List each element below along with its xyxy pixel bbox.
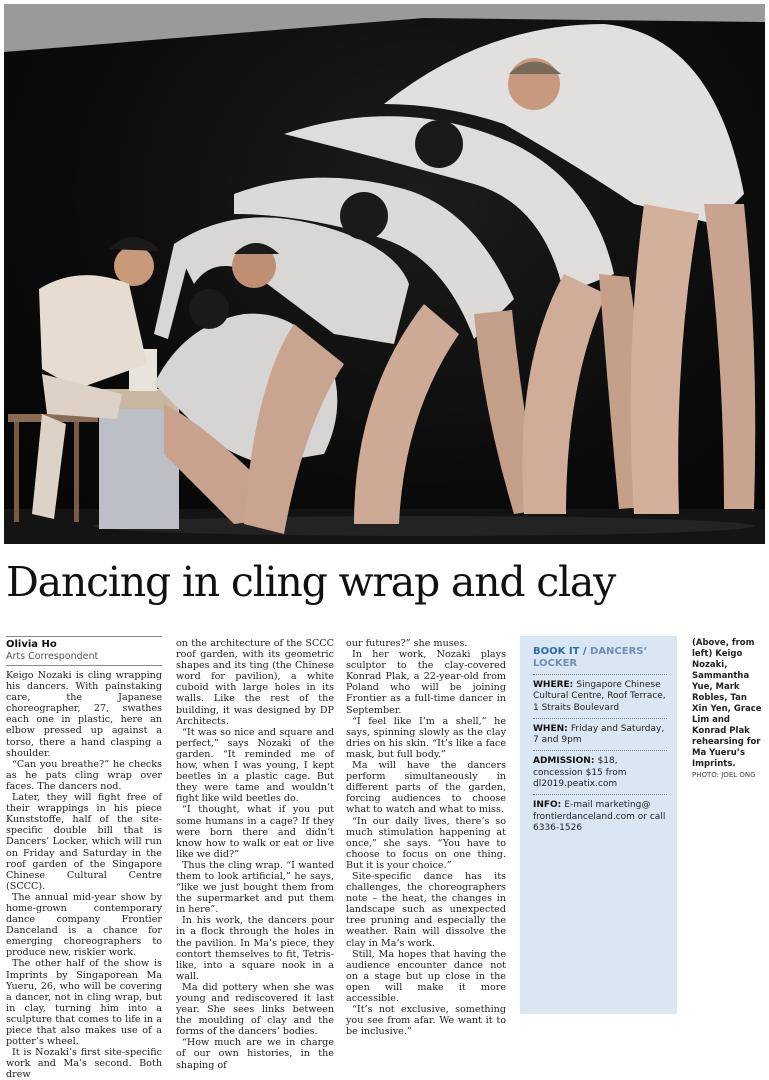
when-info [533, 724, 667, 747]
dancer-keigo [114, 246, 154, 286]
paragraph: on the architecture of the SCCC roof garden, with its geometric shapes and its ting (the Chinese word for pavilion), a white cuboid with large holes in its walls. Like the rest of the building, it was designed by DP Architects. [176, 638, 334, 727]
where-info [533, 680, 667, 714]
infobox-header [533, 646, 667, 670]
article-column-2 [176, 638, 334, 1071]
paragraph: Ma will have the dancers perform simultaneously in different parts of the garden, forcing audiences to choose what to watch and what to miss. [346, 760, 506, 816]
paragraph: “How much are we in charge of our own histories, in the shaping of [176, 1037, 334, 1071]
article-column-3 [346, 638, 506, 1037]
book-it-infobox [520, 636, 677, 1014]
paragraph: It is Nozaki’s first site-specific work and Ma’s second. Both drew [6, 1047, 162, 1080]
article-column-1 [6, 670, 162, 1080]
paragraph: “I thought, what if you put some humans in a cage? If they were born there and didn’t know how to walk or eat or live like we did?” [176, 804, 334, 860]
photo-credit: PHOTO: JOEL ONG [692, 771, 756, 779]
byline [6, 636, 162, 666]
divider [533, 750, 667, 751]
author-role: Arts Correspondent [6, 651, 162, 666]
divider [533, 718, 667, 719]
paragraph: Keigo Nozaki is cling wrapping his dancers. With painstaking care, the Japanese choreographer, 27, swathes each one in plastic, here an elbow pressed up against a torso, there a hand clasping a shoulder. [6, 670, 162, 759]
byline-rule [6, 636, 162, 637]
paragraph: Site-specific dance has its challenges, the choreographers note – the heat, the changes in landscape such as unexpected tree pruning and especially the weather. Rain will dissolve the clay in Ma’s work. [346, 870, 506, 949]
book-it-label: BOOK IT / [533, 646, 591, 657]
paragraph: Still, Ma hopes that having the audience encounter dance not on a stage but up close in the open will make it more accessible. [346, 948, 506, 1004]
paragraph: “Can you breathe?” he checks as he pats cling wrap over faces. The dancers nod. [6, 758, 162, 792]
paragraph: Later, they will fight free of their wrappings in his piece Kunststoffe, half of the site-specific double bill that is Dancers’ Locker, which will run on Friday and Saturday in the roof garden of the Singapore Chinese Cultural Centre (SCCC). [6, 792, 162, 892]
dancers-photo-illustration [4, 4, 765, 544]
when-value: Friday and Saturday, 7 and 9pm [533, 723, 665, 746]
when-label: WHEN: [533, 723, 571, 734]
paragraph: Thus the cling wrap. “I wanted them to look artificial,” he says, “like we just bought them from the supermarket and put them in here”. [176, 859, 334, 916]
headline: Dancing in cling wrap and clay [6, 558, 616, 606]
paragraph: Ma did pottery when she was young and rediscovered it last year. She sees links between the moulding of clay and the forms of the dancers’ bodies. [176, 981, 334, 1038]
divider [533, 674, 667, 675]
photo-caption [692, 638, 764, 781]
paragraph: “It’s not exclusive, something you see from afar. We want it to be inclusive.” [346, 1004, 506, 1038]
contact-info [533, 800, 667, 834]
paragraph: The other half of the show is Imprints by Singaporean Ma Yueru, 26, who will be covering a dancer, not in cling wrap, but in clay, turning him into a sculpture that comes to life in a piece that also makes use of a potter’s wheel. [6, 958, 162, 1048]
info-value: E-mail marketing@ frontierdanceland.com or call 6336-1526 [533, 800, 666, 833]
paragraph: “I feel like I’m a shell,” he says, spinning slowly as the clay dries on his skin. “It’s like a face mask, but full body.” [346, 715, 506, 760]
admission-label: ADMISSION: [533, 756, 598, 767]
event-title: DANCERS’ LOCKER [533, 646, 648, 669]
article-photo [4, 4, 765, 544]
paragraph: In his work, the dancers pour in a flock through the holes in the pavilion. In Ma’s piece, they contort themselves to fit, Tetris-like, into a square nook in a wall. [176, 915, 334, 982]
caption-text: (Above, from left) Keigo Nozaki, Sammantha Yue, Mark Robles, Tan Xin Yen, Grace Lim and Konrad Plak rehearsing for Ma Yueru’s Imprints. [692, 638, 762, 769]
paragraph: “It was so nice and square and perfect,” says Nozaki of the garden. “It reminded me of how, when I was young, I kept beetles in a plastic cage. But they were tame and wouldn’t fight like wild beetles do. [176, 726, 334, 805]
where-label: WHERE: [533, 680, 577, 690]
where-value: Singapore Chinese Cultural Centre, Roof Terrace, 1 Straits Boulevard [533, 680, 666, 713]
author-name: Olivia Ho [6, 639, 57, 650]
paragraph: In her work, Nozaki plays sculptor to the clay-covered Konrad Plak, a 22-year-old from Poland who will be joining Frontier as a full-time dancer in September. [346, 649, 506, 716]
info-label: INFO: [533, 800, 565, 811]
paragraph: “In our daily lives, there’s so much stimulation happening at once,” she says. “You have to choose to focus on one thing. But it is your choice.” [346, 815, 506, 871]
paragraph: our futures?” she muses. [346, 638, 468, 649]
divider [533, 794, 667, 795]
admission-info [533, 756, 667, 790]
paragraph: The annual mid-year show by home-grown contemporary dance company Frontier Danceland is a chance for emerging choreographers to produce new, riskier work. [6, 891, 162, 959]
admission-value: $18, concession $15 from dl2019.peatix.com [533, 756, 627, 790]
floor-reflection [94, 516, 754, 536]
